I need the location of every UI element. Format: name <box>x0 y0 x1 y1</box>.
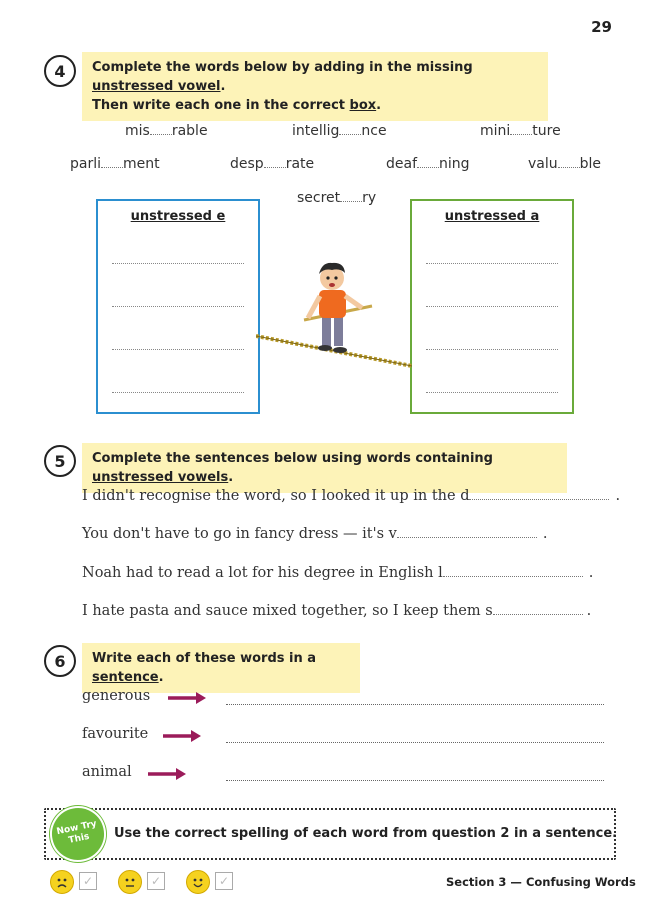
sentence-2: You don't have to go in fancy dress — it's v . <box>82 523 547 542</box>
tightrope-walker-illustration <box>256 258 412 370</box>
question-5-instruction: Complete the sentences below using words containing unstressed vowels. <box>82 443 567 493</box>
question-4-instruction: Complete the words below by adding in the missing unstressed vowel. Then write each one in the correct box. <box>82 52 548 121</box>
unstressed-e-box <box>96 199 260 414</box>
answer-line[interactable] <box>426 306 558 307</box>
answer-line[interactable] <box>426 263 558 264</box>
unstressed-a-title: unstressed a <box>444 209 540 224</box>
sentence-1: I didn't recognise the word, so I looked it up in the d . <box>82 485 620 504</box>
answer-line[interactable] <box>112 349 244 350</box>
question-6-number: 6 <box>44 645 76 677</box>
sad-face-icon[interactable] <box>50 870 74 894</box>
word-fill[interactable]: parli ment <box>70 153 160 172</box>
answer-line[interactable] <box>426 349 558 350</box>
sentence-3: Noah had to read a lot for his degree in English l . <box>82 562 593 581</box>
fill-blank[interactable] <box>397 523 537 538</box>
now-try-this-text: Use the correct spelling of each word from question 2 in a sentence. <box>114 826 618 841</box>
question-6-instruction: Write each of these words in a sentence. <box>82 643 360 693</box>
answer-line[interactable] <box>112 306 244 307</box>
word-fill[interactable]: secret ry <box>297 187 376 206</box>
question-4-number: 4 <box>44 55 76 87</box>
tick-box[interactable]: ✓ <box>79 872 97 890</box>
tick-box[interactable]: ✓ <box>147 872 165 890</box>
fill-blank[interactable] <box>493 600 583 615</box>
question-5-number: 5 <box>44 445 76 477</box>
word-fill[interactable]: mis rable <box>125 120 208 139</box>
word-generous: generous <box>82 688 151 704</box>
happy-face-icon[interactable] <box>186 870 210 894</box>
word-fill[interactable]: intellig nce <box>292 120 387 139</box>
footer-section-title: Section 3 — Confusing Words <box>446 875 636 889</box>
word-fill[interactable]: mini ture <box>480 120 561 139</box>
word-animal: animal <box>82 764 132 780</box>
writing-line[interactable] <box>226 703 604 705</box>
word-fill[interactable]: desp rate <box>230 153 314 172</box>
sentence-4: I hate pasta and sauce mixed together, so I keep them s . <box>82 600 591 619</box>
word-fill[interactable]: deaf ning <box>386 153 470 172</box>
answer-line[interactable] <box>426 392 558 393</box>
arrow-right-icon <box>163 729 203 743</box>
answer-line[interactable] <box>112 263 244 264</box>
arrow-right-icon <box>168 691 208 705</box>
tick-box[interactable]: ✓ <box>215 872 233 890</box>
writing-line[interactable] <box>226 741 604 743</box>
answer-line[interactable] <box>112 392 244 393</box>
writing-line[interactable] <box>226 779 604 781</box>
word-fill[interactable]: valu ble <box>528 153 601 172</box>
unstressed-e-title: unstressed e <box>130 209 226 224</box>
fill-blank[interactable] <box>469 485 609 500</box>
page-number: 29 <box>591 18 612 36</box>
unstressed-a-box <box>410 199 574 414</box>
word-favourite: favourite <box>82 726 149 742</box>
now-try-this-badge: Now Try This <box>45 801 111 867</box>
neutral-face-icon[interactable] <box>118 870 142 894</box>
fill-blank[interactable] <box>443 562 583 577</box>
arrow-right-icon <box>148 767 188 781</box>
